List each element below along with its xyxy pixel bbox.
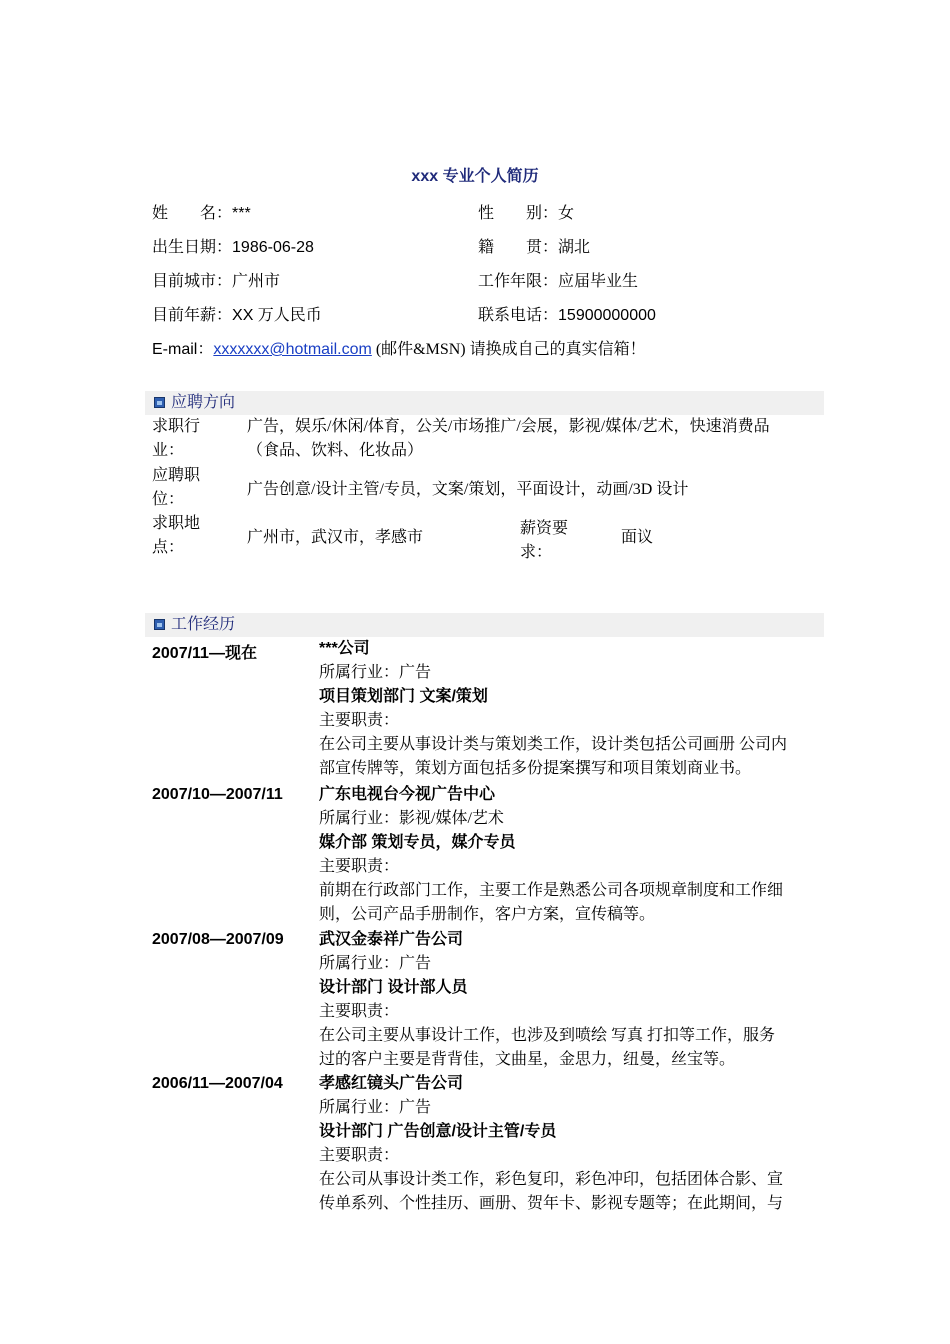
job-dept: 项目策划部门 文案/策划: [319, 688, 488, 705]
job-company: 孝感红镜头广告公司: [319, 1075, 464, 1092]
location-value: 广州市，武汉市，孝感市: [247, 529, 424, 546]
job-dept: 设计部门 广告创意/设计主管/专员: [319, 1123, 557, 1140]
job-industry: 所属行业：广告: [319, 955, 432, 972]
city-row: [152, 272, 280, 292]
job-duty-line: 过的客户主要是背背佳，文曲星，金思力，纽曼，丝宝等。: [319, 1051, 736, 1068]
job-industry: 所属行业：广告: [319, 1099, 432, 1116]
job-dept: 设计部门 设计部人员: [319, 979, 468, 996]
job-duty-label: 主要职责：: [319, 712, 400, 729]
position-label: [152, 464, 200, 512]
job-duty-label: 主要职责：: [319, 1003, 400, 1020]
job-company: 广东电视台今视广告中心: [319, 786, 496, 803]
experience-section-header: [145, 613, 824, 637]
email-label: E-mail：: [152, 341, 214, 358]
years-row: [478, 272, 638, 292]
salary-row: [152, 306, 322, 326]
native-value: 湖北: [558, 239, 591, 256]
page-title: xxx 专业个人简历: [411, 168, 539, 185]
salary-req-value: 面议: [621, 529, 654, 546]
birth-row: [152, 238, 314, 258]
industry-value: [247, 415, 770, 463]
gender-row: [478, 204, 574, 224]
birth-value: 1986-06-28: [232, 239, 314, 256]
email-note: (邮件&MSN) 请换成自己的真实信箱！: [371, 341, 646, 358]
objective-section-header: [145, 391, 824, 415]
gender-label: 性 别：: [478, 205, 559, 222]
job-duty-line: 则，公司产品手册制作，客户方案，宣传稿等。: [319, 906, 656, 923]
phone-value: 15900000000: [558, 307, 656, 324]
industry-value-line2: （食品、饮料、化妆品）: [247, 442, 424, 459]
job-entry: [319, 928, 819, 1072]
salary-req-label-line2: 求：: [520, 544, 553, 561]
job-company: ***公司: [319, 640, 370, 657]
email-link[interactable]: xxxxxxx@hotmail.com: [213, 341, 372, 358]
industry-label: [152, 415, 200, 463]
email-row: [152, 340, 646, 360]
position-value: 广告创意/设计主管/专员，文案/策划，平面设计，动画/3D 设计: [247, 481, 689, 498]
job-duty-line: 在公司主要从事设计工作，也涉及到喷绘 写真 打扣等工作，服务: [319, 1027, 776, 1044]
industry-label-line1: 求职行: [152, 418, 201, 435]
job-date: 2006/11—2007/04: [152, 1075, 283, 1092]
salary-label: 目前年薪：: [152, 307, 233, 324]
location-label: [152, 512, 200, 560]
job-date: 2007/10—2007/11: [152, 786, 283, 803]
job-date: 2007/08—2007/09: [152, 931, 284, 948]
industry-value-line1: 广告，娱乐/休闲/体育，公关/市场推广/会展，影视/媒体/艺术，快速消费品: [247, 418, 770, 435]
section-image-icon: [154, 397, 165, 408]
phone-row: [478, 306, 656, 326]
experience-section-title: 工作经历: [171, 616, 236, 633]
industry-label-line2: 业：: [152, 442, 185, 459]
salary-value: XX 万人民币: [232, 307, 322, 324]
position-label-line1: 应聘职: [152, 467, 201, 484]
job-duty-line: 传单系列、个性挂历、画册、贺年卡、影视专题等；在此期间，与: [319, 1195, 784, 1212]
job-entry: [319, 637, 819, 781]
job-dept: 媒介部 策划专员，媒介专员: [319, 834, 516, 851]
city-label: 目前城市：: [152, 273, 233, 290]
job-industry: 所属行业：影视/媒体/艺术: [319, 810, 504, 827]
location-label-line1: 求职地: [152, 515, 201, 532]
job-duty-line: 在公司从事设计类工作，彩色复印，彩色冲印，包括团体合影、宣: [319, 1171, 784, 1188]
native-label: 籍 贯：: [478, 239, 559, 256]
location-label-line2: 点：: [152, 539, 185, 556]
city-value: 广州市: [232, 273, 281, 290]
years-label: 工作年限：: [478, 273, 559, 290]
name-value: ***: [232, 205, 251, 222]
gender-value: 女: [558, 205, 575, 222]
position-label-line2: 位：: [152, 491, 185, 508]
job-company: 武汉金泰祥广告公司: [319, 931, 464, 948]
name-row: [152, 204, 251, 224]
section-image-icon: [154, 619, 165, 630]
job-date: 2007/11—现在: [152, 645, 257, 662]
native-row: [478, 238, 590, 258]
birth-label: 出生日期：: [152, 239, 233, 256]
job-duty-line: 前期在行政部门工作，主要工作是熟悉公司各项规章制度和工作细: [319, 882, 784, 899]
name-label: 姓 名：: [152, 205, 233, 222]
job-entry: [319, 1072, 819, 1216]
objective-section-title: 应聘方向: [171, 394, 236, 411]
job-duty-line: 部宣传牌等，策划方面包括多份提案撰写和项目策划商业书。: [319, 760, 752, 777]
job-duty-line: 在公司主要从事设计类与策划类工作，设计类包括公司画册 公司内: [319, 736, 788, 753]
job-industry: 所属行业：广告: [319, 664, 432, 681]
job-duty-label: 主要职责：: [319, 858, 400, 875]
salary-req-label-line1: 薪资要: [520, 520, 569, 537]
years-value: 应届毕业生: [558, 273, 639, 290]
salary-req-label: [520, 517, 568, 565]
job-entry: [319, 783, 819, 927]
phone-label: 联系电话：: [478, 307, 559, 324]
job-duty-label: 主要职责：: [319, 1147, 400, 1164]
